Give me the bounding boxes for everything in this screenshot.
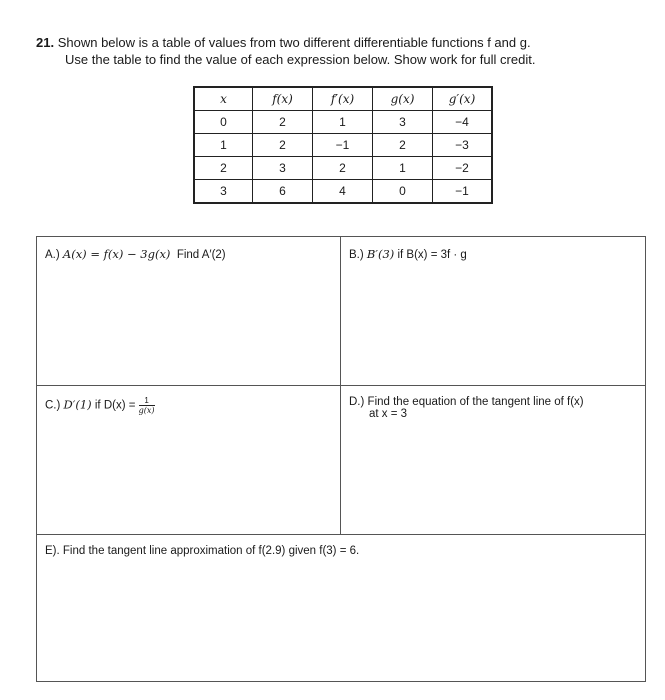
table-cell: −1: [313, 134, 373, 157]
table-header: g(x): [373, 87, 433, 111]
part-d-label: [349, 396, 584, 420]
part-c-condition: if D(x) =: [94, 399, 136, 412]
table-cell: 0: [373, 180, 433, 204]
problem-number: 21.: [36, 35, 55, 50]
table-cell: 2: [194, 157, 253, 180]
part-d-answer-box[interactable]: [340, 385, 646, 535]
problem-line-2: Use the table to find the value of each expression below. Show work for full credit.: [65, 52, 536, 67]
table-header: x: [194, 87, 253, 111]
table-cell: 1: [373, 157, 433, 180]
table-cell: 3: [194, 180, 253, 204]
part-d-text-1: Find the equation of the tangent line of f(x): [367, 396, 584, 408]
part-c-expression: D′(1): [63, 397, 92, 412]
table-cell: 2: [253, 111, 313, 134]
table-cell: 1: [313, 111, 373, 134]
part-b-label: [349, 247, 467, 261]
problem-text-1: Shown below is a table of values from two different differentiable functions f and g.: [57, 35, 531, 50]
table-header: g′(x): [433, 87, 493, 111]
table-row: [194, 111, 492, 134]
table-cell: 0: [194, 111, 253, 134]
table-cell: −4: [433, 111, 493, 134]
table-cell: 6: [253, 180, 313, 204]
table-row: [194, 157, 492, 180]
part-c-prefix: C.): [45, 399, 61, 412]
part-d-text-2: at x = 3: [369, 408, 408, 420]
fraction-denominator: g(x): [138, 406, 155, 415]
table-row: [194, 134, 492, 157]
table-cell: 4: [313, 180, 373, 204]
table-cell: 2: [253, 134, 313, 157]
problem-statement: [36, 34, 636, 68]
fraction-numerator: 1: [139, 396, 155, 406]
part-d-prefix: D.): [349, 396, 365, 408]
part-a-expression: A(x) = f(x) − 3g(x): [62, 247, 171, 261]
part-c-fraction: [139, 396, 155, 415]
table-header: f′(x): [313, 87, 373, 111]
table-header: f(x): [253, 87, 313, 111]
table-cell: −2: [433, 157, 493, 180]
part-a-label: [45, 247, 226, 261]
part-a-answer-box[interactable]: [36, 236, 341, 386]
table-cell: 1: [194, 134, 253, 157]
table-cell: 2: [373, 134, 433, 157]
problem-line-1: [36, 34, 636, 51]
values-table: [193, 86, 493, 204]
part-b-expression: B′(3): [366, 247, 395, 261]
part-a-task: Find A′(2): [176, 249, 226, 261]
table-cell: 2: [313, 157, 373, 180]
table-header-row: [194, 87, 492, 111]
part-c-label: [45, 396, 155, 415]
part-b-condition: if B(x) = 3f · g: [397, 249, 467, 261]
part-e-prefix: E).: [45, 545, 60, 557]
part-c-answer-box[interactable]: [36, 385, 341, 535]
table-cell: −3: [433, 134, 493, 157]
table-row: [194, 180, 492, 204]
part-e-label: [45, 545, 359, 557]
part-e-text: Find the tangent line approximation of f(2.9) given f(3) = 6.: [62, 545, 360, 557]
part-b-prefix: B.): [349, 249, 364, 261]
part-b-answer-box[interactable]: [340, 236, 646, 386]
part-a-prefix: A.): [45, 249, 60, 261]
table-cell: 3: [253, 157, 313, 180]
table-cell: 3: [373, 111, 433, 134]
table-cell: −1: [433, 180, 493, 204]
part-e-answer-box[interactable]: [36, 534, 646, 682]
